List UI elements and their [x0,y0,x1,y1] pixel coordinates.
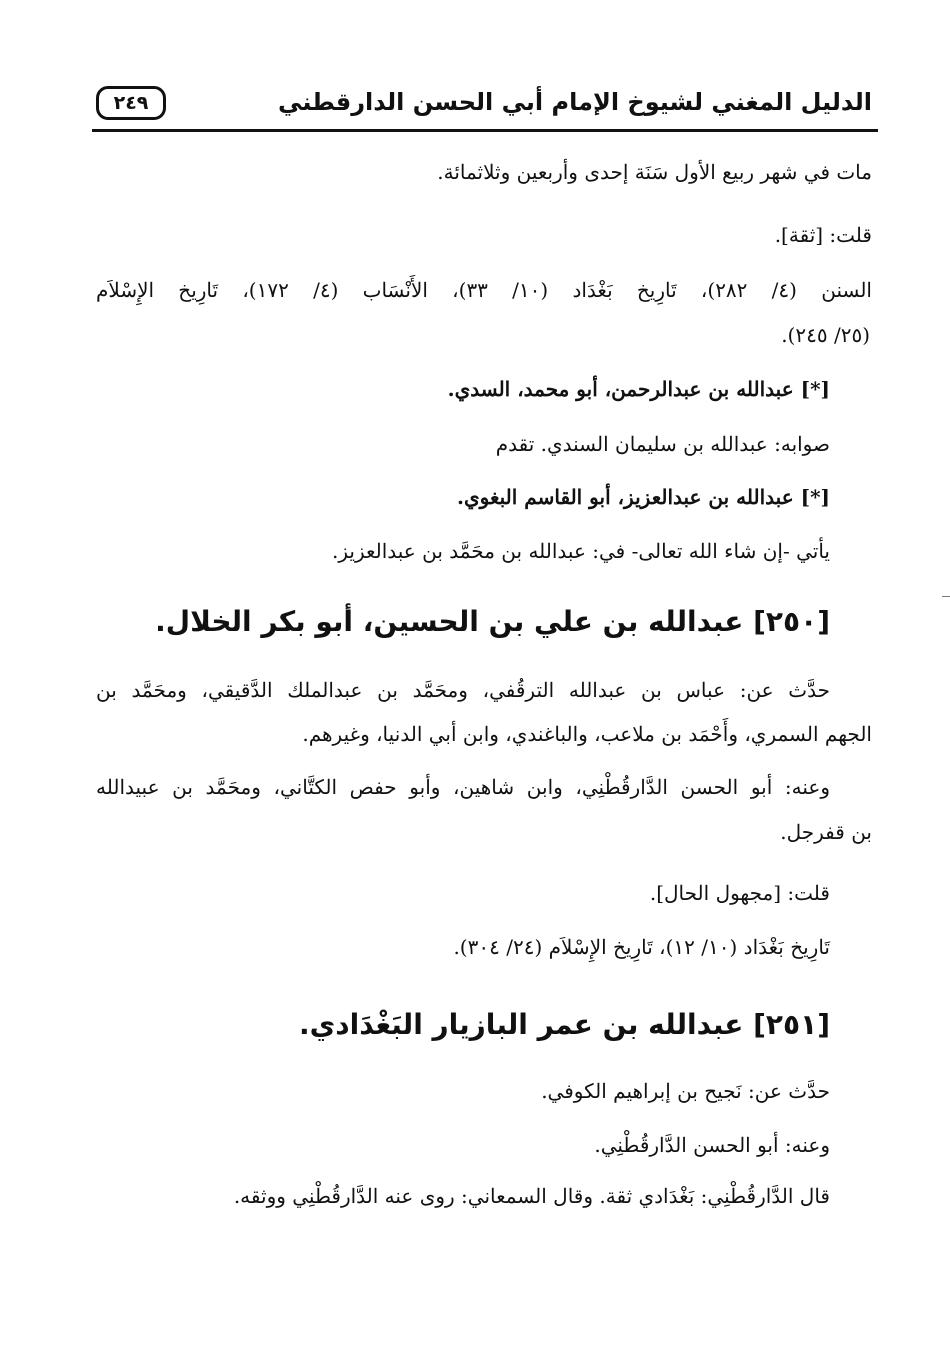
narrated-from-line: حدَّث عن: عباس بن عبدالله الترقُفي، ومحَمَّد بن عبدالملك الدَّقيقي، ومحَمَّد بن [96,678,830,702]
narrated-from-line: حدَّث عن: نَجيح بن إبراهيم الكوفي. [541,1079,830,1103]
death-date-line: مات في شهر ربيع الأول سَنَة إحدى وأربعين وثلاثمائة. [437,160,872,184]
cross-ref-heading: [*] عبدالله بن عبدالرحمن، أبو محمد، السدي. [447,377,830,401]
narrators-line: وعنه: أبو الحسن الدَّارقُطْنِي. [594,1133,830,1157]
page-number: ٢٤٩ [96,86,166,120]
entry-heading: [٢٥٠] عبدالله بن علي بن الحسين، أبو بكر الخلال. [155,605,830,638]
sources-line: السنن (٤/ ٢٨٢)، تَارِيخ بَغْدَاد (١٠/ ٣٣)، الأَنْسَاب (٤/ ١٧٢)، تَارِيخ الإِسْلاَم [96,278,872,302]
cross-ref-note: يأتي -إن شاء الله تعالى- في: عبدالله بن محَمَّد بن عبدالعزيز. [331,539,830,563]
sources-line: تَارِيخ بَغْدَاد (١٠/ ١٢)، تَارِيخ الإِسْلاَم (٢٤/ ٣٠٤). [453,935,830,959]
narrators-line-cont: بن قفرجل. [780,820,872,844]
cross-ref-heading: [*] عبدالله بن عبدالعزيز، أبو القاسم البغوي. [457,485,830,509]
page-header [92,84,878,132]
running-title: الدليل المغني لشيوخ الإمام أبي الحسن الدارقطني [278,88,872,116]
narrators-line: وعنه: أبو الحسن الدَّارقُطْنِي، وابن شاهين، وأبو حفص الكتَّاني، ومحَمَّد بن عبيدالله [96,775,830,799]
scan-edge-mark [942,596,950,597]
cross-ref-note: صوابه: عبدالله بن سليمان السندي. تقدم [495,432,830,456]
verdict-line: قلت: [مجهول الحال]. [649,881,830,905]
entry-heading: [٢٥١] عبدالله بن عمر البازيار البَغْدَادي. [299,1008,830,1041]
grading-line: قال الدَّارقُطْنِي: بَغْدَادي ثقة. وقال السمعاني: روى عنه الدَّارقُطْنِي ووثقه. [233,1184,830,1208]
verdict-line: قلت: [ثقة]. [774,223,872,247]
sources-line-cont: (٢٥/ ٢٤٥). [781,323,870,347]
narrated-from-line-cont: الجهم السمري، وأَحْمَد بن ملاعب، والباغندي، وابن أبي الدنيا، وغيرهم. [302,722,872,746]
